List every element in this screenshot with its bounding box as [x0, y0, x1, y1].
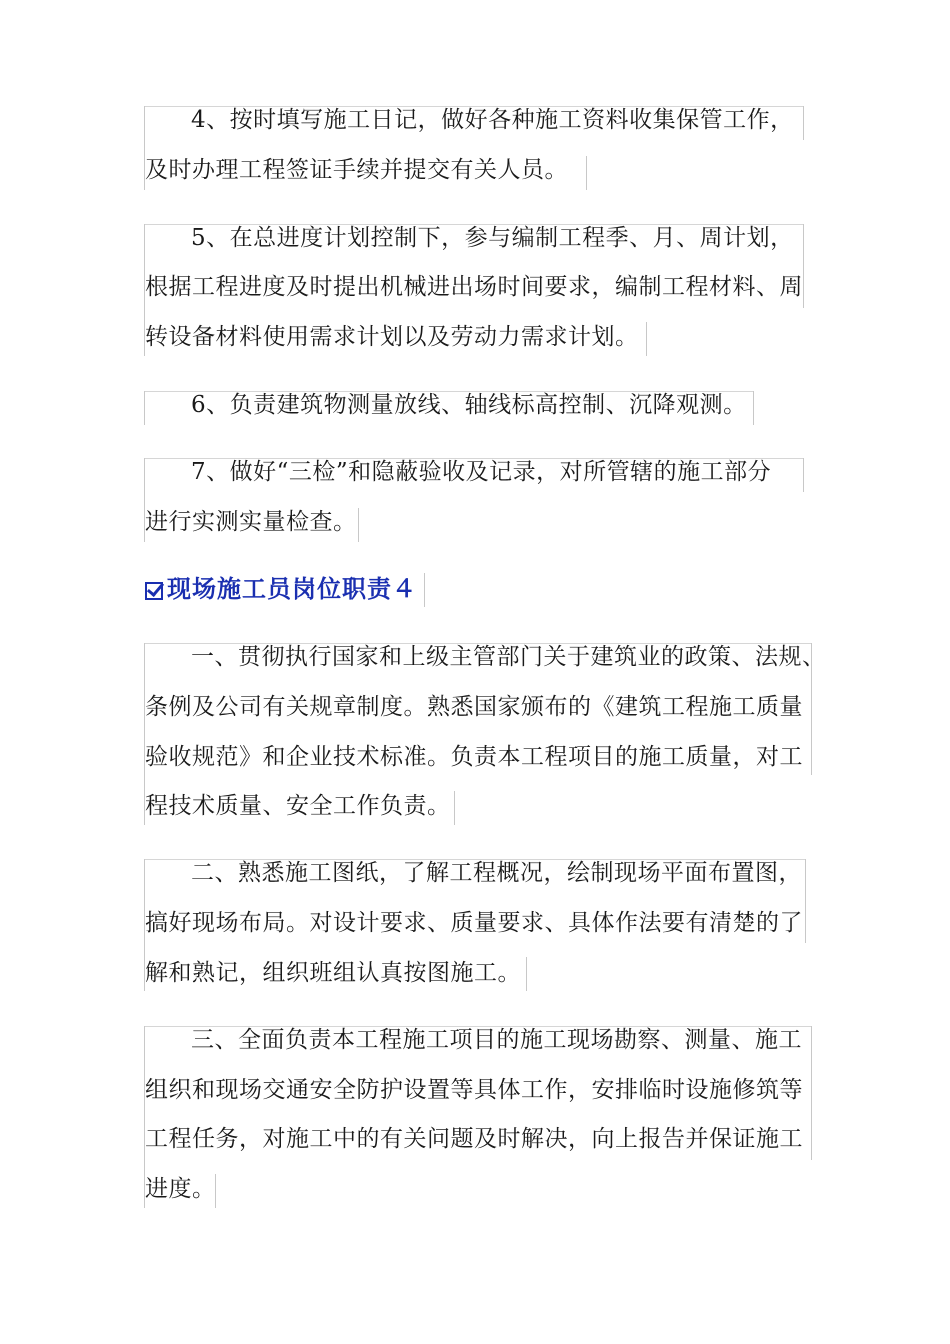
paragraph-line: 进行实测实量检查。: [145, 509, 357, 535]
paragraph-line: 及时办理工程签证手续并提交有关人员。: [145, 157, 568, 183]
paragraph-line: 7、做好“三检”和隐蔽验收及记录，对所管辖的施工部分: [191, 459, 772, 485]
guide-line: [358, 508, 359, 542]
paragraph-line: 二、熟悉施工图纸，了解工程概况，绘制现场平面布置图，: [191, 860, 802, 886]
guide-line: [805, 859, 806, 943]
paragraph-line: 三、全面负责本工程施工项目的施工现场勘察、测量、施工: [191, 1027, 802, 1053]
guide-line: [526, 957, 527, 991]
paragraph-line: 一、贯彻执行国家和上级主管部门关于建筑业的政策、法规、: [191, 644, 826, 670]
section-heading: [145, 571, 417, 607]
paragraph-line: 6、负责建筑物测量放线、轴线标高控制、沉降观测。: [191, 392, 747, 418]
checkbox-checked-icon: [145, 582, 163, 600]
paragraph-line: 进度。: [145, 1176, 216, 1202]
guide-line: [803, 106, 804, 140]
paragraph-line: 条例及公司有关规章制度。熟悉国家颁布的《建筑工程施工质量: [145, 694, 803, 720]
guide-line: [454, 791, 455, 825]
guide-line: [424, 573, 425, 607]
paragraph-line: 搞好现场布局。对设计要求、质量要求、具体作法要有清楚的了: [145, 910, 803, 936]
paragraph-line: 程技术质量、安全工作负责。: [145, 793, 451, 819]
guide-line: [646, 322, 647, 356]
guide-line: [811, 1026, 812, 1160]
guide-line: [803, 458, 804, 492]
guide-line: [586, 156, 587, 190]
paragraph-line: 工程任务，对施工中的有关问题及时解决，向上报告并保证施工: [145, 1126, 803, 1152]
paragraph-line: 组织和现场交通安全防护设置等具体工作，安排临时设施修筑等: [145, 1077, 803, 1103]
paragraph-line: 验收规范》和企业技术标准。负责本工程项目的施工质量，对工: [145, 744, 803, 770]
paragraph-line: 根据工程进度及时提出机械进出场时间要求，编制工程材料、周: [145, 274, 803, 300]
section-heading-text: 现场施工员岗位职责４: [167, 575, 417, 603]
paragraph-line: 4、按时填写施工日记，做好各种施工资料收集保管工作，: [191, 107, 794, 133]
paragraph-line: 解和熟记，组织班组认真按图施工。: [145, 960, 521, 986]
guide-line: [753, 391, 754, 425]
guide-line: [803, 224, 804, 308]
paragraph-line: 5、在总进度计划控制下，参与编制工程季、月、周计划，: [191, 225, 794, 251]
paragraph-line: 转设备材料使用需求计划以及劳动力需求计划。: [145, 324, 639, 350]
